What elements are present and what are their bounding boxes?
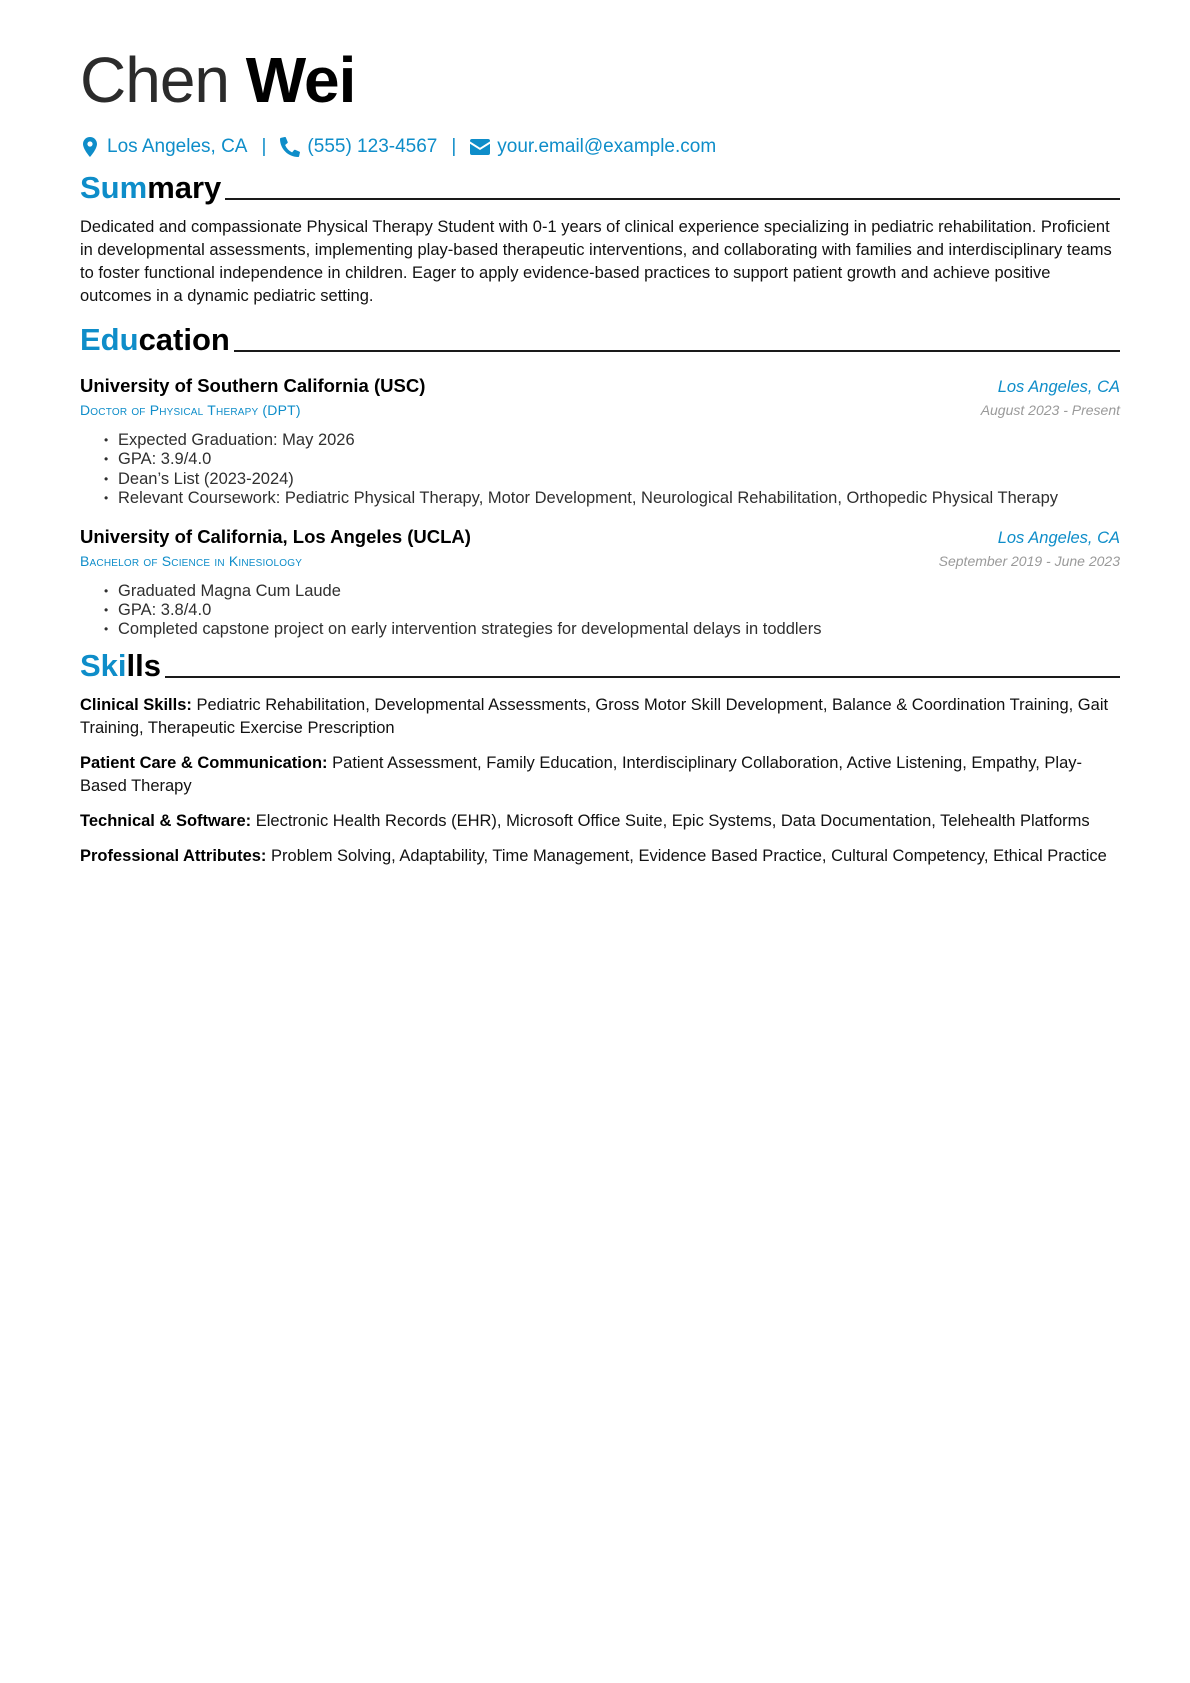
skill-text: Patient Assessment, Family Education, Interdisciplinary Collaboration, Active Listening, Empathy, Play-Based Therapy (80, 753, 1083, 795)
list-item: • Expected Graduation: May 2026 (104, 431, 1120, 450)
education-entry (80, 374, 1120, 509)
last-name: Wei (245, 44, 356, 116)
candidate-name (80, 40, 1120, 120)
skill-text: Problem Solving, Adaptability, Time Management, Evidence Based Practice, Cultural Competency, Ethical Practice (271, 846, 1107, 865)
section-title-accent: Edu (80, 322, 139, 357)
skill-group (80, 752, 1120, 798)
skill-label: Technical & Software: (80, 811, 252, 830)
achievement-list (80, 582, 1120, 640)
phone-text[interactable]: (555) 123-4567 (307, 136, 438, 157)
school-name: University of California, Los Angeles (UCLA) (80, 525, 471, 547)
contact-phone[interactable] (280, 136, 437, 158)
skill-group (80, 810, 1120, 833)
section-title (80, 170, 221, 206)
section-rule (165, 676, 1120, 678)
school-location: Los Angeles, CA (997, 528, 1120, 547)
list-item: • Relevant Coursework: Pediatric Physical Therapy, Motor Development, Neurological Rehabilitation, Orthopedic Physical Therapy (104, 489, 1120, 508)
list-item: • GPA: 3.8/4.0 (104, 601, 1120, 620)
contact-bar (80, 134, 1120, 160)
section-title-accent: Sum (80, 170, 148, 205)
summary-paragraph: Dedicated and compassionate Physical Therapy Student with 0-1 years of clinical experience specializing in pediatric rehabilitation. Proficient in developmental assessments, implementing play-based therapeutic interventions, and collaborating with families and interdisciplinary teams to foster functional independence in children. Eager to apply evidence-based practices to support patient growth and achieve positive outcomes in a dynamic pediatric setting. (80, 218, 1112, 305)
school-name: University of Southern California (USC) (80, 375, 426, 396)
date-range: September 2019 - June 2023 (938, 552, 1120, 569)
list-item: • Graduated Magna Cum Laude (104, 582, 1120, 601)
education-heading (80, 322, 1120, 358)
contact-separator: | (261, 136, 267, 157)
skill-label: Patient Care & Communication: (80, 753, 328, 772)
skill-group (80, 845, 1120, 868)
list-item: • Dean’s List (2023-2024) (104, 470, 1120, 489)
first-name: Chen (80, 44, 229, 116)
section-rule (225, 198, 1120, 200)
degree-name: Bachelor of Science in Kinesiology (80, 552, 303, 569)
skill-group (80, 694, 1120, 740)
section-title (80, 322, 230, 358)
phone-icon (280, 136, 300, 158)
list-item: • Completed capstone project on early intervention strategies for developmental delays in toddlers (104, 620, 1120, 639)
skill-label: Clinical Skills: (80, 695, 192, 714)
section-title-rest: lls (126, 647, 161, 683)
skills-list (80, 694, 1120, 868)
resume-page (80, 40, 1120, 868)
section-title (80, 648, 161, 684)
email-link[interactable]: your.email@example.com (497, 136, 717, 157)
contact-email[interactable] (470, 136, 716, 158)
skill-text: Pediatric Rehabilitation, Developmental Assessments, Gross Motor Skill Development, Balance & Coordination Training, Gait Training, Therapeutic Exercise Prescription (80, 695, 1109, 737)
skill-text: Electronic Health Records (EHR), Microsoft Office Suite, Epic Systems, Data Documentation, Telehealth Platforms (255, 811, 1090, 830)
degree-name: Doctor of Physical Therapy (DPT) (80, 402, 301, 418)
list-item: • GPA: 3.9/4.0 (104, 450, 1120, 469)
section-title-rest: cation (138, 322, 230, 357)
contact-location (80, 136, 247, 158)
summary-heading (80, 170, 1120, 206)
section-title-accent: Ski (80, 647, 127, 683)
location-text: Los Angeles, CA (107, 136, 248, 157)
section-title-rest: mary (147, 170, 222, 205)
section-rule (234, 350, 1120, 352)
map-marker-icon (80, 136, 100, 158)
contact-separator: | (451, 136, 457, 157)
envelope-icon (470, 136, 490, 158)
skill-label: Professional Attributes: (80, 846, 267, 865)
date-range: August 2023 - Present (980, 402, 1120, 418)
school-location: Los Angeles, CA (997, 378, 1120, 396)
skills-heading (80, 648, 1120, 684)
education-entry (80, 525, 1120, 640)
achievement-list (80, 431, 1120, 509)
